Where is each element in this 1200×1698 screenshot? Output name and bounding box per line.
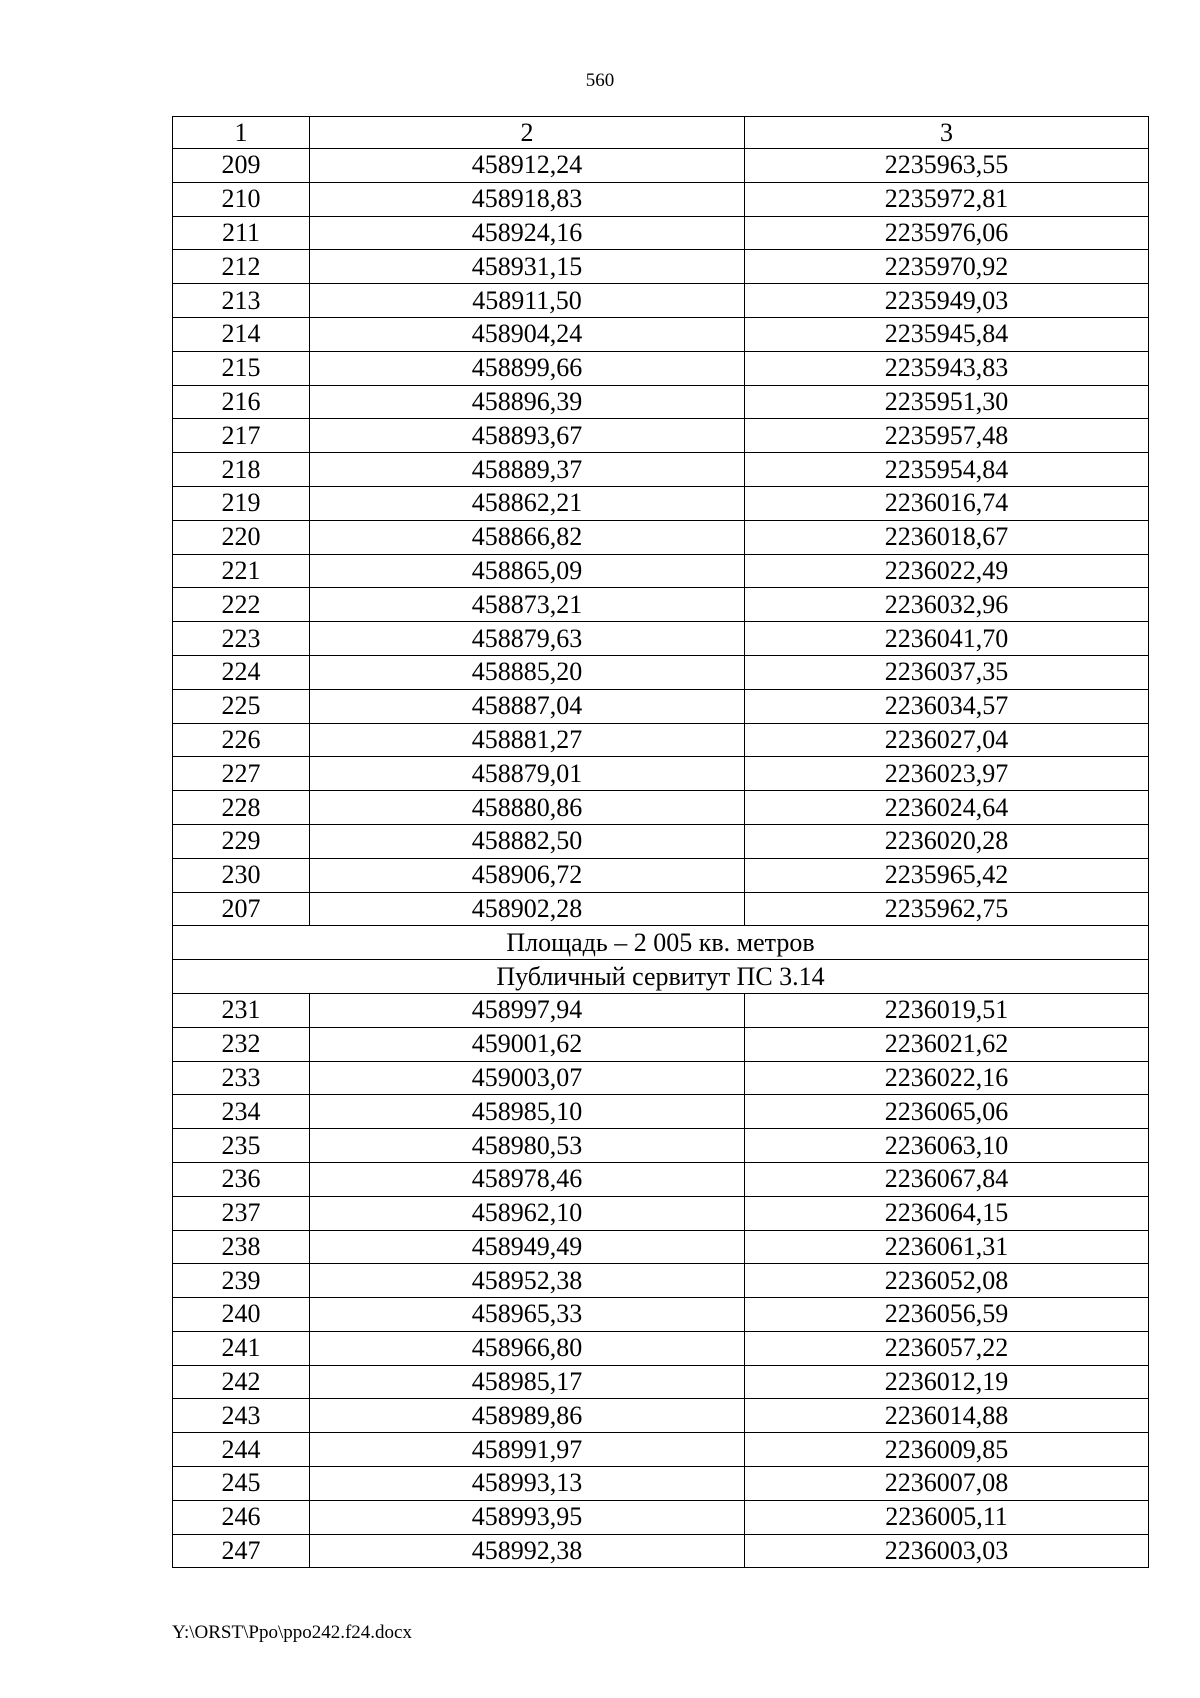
y-coordinate-cell: 2235945,84 bbox=[745, 317, 1149, 351]
y-coordinate-cell: 2235962,75 bbox=[745, 892, 1149, 926]
table-row bbox=[173, 149, 1149, 183]
page-number: 560 bbox=[585, 70, 615, 91]
x-coordinate-cell: 458865,09 bbox=[310, 554, 745, 588]
x-coordinate-cell: 458949,49 bbox=[310, 1230, 745, 1264]
coordinates-table bbox=[172, 116, 1149, 1568]
x-coordinate-cell: 458978,46 bbox=[310, 1162, 745, 1196]
table-row bbox=[173, 1162, 1149, 1196]
point-number-cell: 220 bbox=[173, 520, 310, 554]
point-number-cell: 239 bbox=[173, 1264, 310, 1298]
table-row bbox=[173, 622, 1149, 656]
x-coordinate-cell: 458924,16 bbox=[310, 216, 745, 250]
table-row bbox=[173, 284, 1149, 318]
y-coordinate-cell: 2235943,83 bbox=[745, 351, 1149, 385]
y-coordinate-cell: 2236005,11 bbox=[745, 1500, 1149, 1534]
y-coordinate-cell: 2236032,96 bbox=[745, 588, 1149, 622]
x-coordinate-cell: 458985,10 bbox=[310, 1095, 745, 1129]
x-coordinate-cell: 458952,38 bbox=[310, 1264, 745, 1298]
table-row bbox=[173, 824, 1149, 858]
point-number-cell: 231 bbox=[173, 993, 310, 1027]
x-coordinate-cell: 458904,24 bbox=[310, 317, 745, 351]
y-coordinate-cell: 2235954,84 bbox=[745, 453, 1149, 487]
y-coordinate-cell: 2236024,64 bbox=[745, 791, 1149, 825]
header-cell-y: 3 bbox=[745, 117, 1149, 149]
x-coordinate-cell: 458899,66 bbox=[310, 351, 745, 385]
table-row bbox=[173, 520, 1149, 554]
table-row bbox=[173, 1365, 1149, 1399]
point-number-cell: 216 bbox=[173, 385, 310, 419]
point-number-cell: 232 bbox=[173, 1027, 310, 1061]
point-number-cell: 224 bbox=[173, 655, 310, 689]
x-coordinate-cell: 458912,24 bbox=[310, 149, 745, 183]
point-number-cell: 226 bbox=[173, 723, 310, 757]
y-coordinate-cell: 2235970,92 bbox=[745, 250, 1149, 284]
table-row bbox=[173, 182, 1149, 216]
point-number-cell: 207 bbox=[173, 892, 310, 926]
table-row bbox=[173, 1129, 1149, 1163]
y-coordinate-cell: 2236007,08 bbox=[745, 1467, 1149, 1501]
table-row bbox=[173, 453, 1149, 487]
table-row bbox=[173, 486, 1149, 520]
y-coordinate-cell: 2236034,57 bbox=[745, 689, 1149, 723]
y-coordinate-cell: 2236020,28 bbox=[745, 824, 1149, 858]
table-row bbox=[173, 419, 1149, 453]
point-number-cell: 240 bbox=[173, 1298, 310, 1332]
y-coordinate-cell: 2236027,04 bbox=[745, 723, 1149, 757]
y-coordinate-cell: 2236052,08 bbox=[745, 1264, 1149, 1298]
point-number-cell: 246 bbox=[173, 1500, 310, 1534]
table-row bbox=[173, 351, 1149, 385]
x-coordinate-cell: 458879,01 bbox=[310, 757, 745, 791]
x-coordinate-cell: 458862,21 bbox=[310, 486, 745, 520]
x-coordinate-cell: 458881,27 bbox=[310, 723, 745, 757]
section-title-row bbox=[173, 960, 1149, 994]
header-cell-point: 1 bbox=[173, 117, 310, 149]
y-coordinate-cell: 2236056,59 bbox=[745, 1298, 1149, 1332]
point-number-cell: 210 bbox=[173, 182, 310, 216]
table-row bbox=[173, 554, 1149, 588]
table-row bbox=[173, 1399, 1149, 1433]
point-number-cell: 209 bbox=[173, 149, 310, 183]
table-row bbox=[173, 216, 1149, 250]
x-coordinate-cell: 458997,94 bbox=[310, 993, 745, 1027]
y-coordinate-cell: 2236061,31 bbox=[745, 1230, 1149, 1264]
x-coordinate-cell: 458980,53 bbox=[310, 1129, 745, 1163]
table-row bbox=[173, 1095, 1149, 1129]
table-row bbox=[173, 588, 1149, 622]
y-coordinate-cell: 2236041,70 bbox=[745, 622, 1149, 656]
x-coordinate-cell: 458989,86 bbox=[310, 1399, 745, 1433]
x-coordinate-cell: 459003,07 bbox=[310, 1061, 745, 1095]
y-coordinate-cell: 2236018,67 bbox=[745, 520, 1149, 554]
point-number-cell: 247 bbox=[173, 1534, 310, 1568]
x-coordinate-cell: 458866,82 bbox=[310, 520, 745, 554]
area-summary: Площадь – 2 005 кв. метров bbox=[173, 926, 1149, 960]
point-number-cell: 237 bbox=[173, 1196, 310, 1230]
x-coordinate-cell: 458887,04 bbox=[310, 689, 745, 723]
table-row bbox=[173, 757, 1149, 791]
point-number-cell: 221 bbox=[173, 554, 310, 588]
y-coordinate-cell: 2236021,62 bbox=[745, 1027, 1149, 1061]
x-coordinate-cell: 458885,20 bbox=[310, 655, 745, 689]
point-number-cell: 235 bbox=[173, 1129, 310, 1163]
y-coordinate-cell: 2236019,51 bbox=[745, 993, 1149, 1027]
y-coordinate-cell: 2235949,03 bbox=[745, 284, 1149, 318]
table-row bbox=[173, 1534, 1149, 1568]
x-coordinate-cell: 458991,97 bbox=[310, 1433, 745, 1467]
point-number-cell: 214 bbox=[173, 317, 310, 351]
table-row bbox=[173, 1061, 1149, 1095]
y-coordinate-cell: 2236023,97 bbox=[745, 757, 1149, 791]
table-row bbox=[173, 1331, 1149, 1365]
table-row bbox=[173, 250, 1149, 284]
table-row bbox=[173, 1230, 1149, 1264]
point-number-cell: 233 bbox=[173, 1061, 310, 1095]
table-row bbox=[173, 1264, 1149, 1298]
y-coordinate-cell: 2236067,84 bbox=[745, 1162, 1149, 1196]
y-coordinate-cell: 2236063,10 bbox=[745, 1129, 1149, 1163]
table-row bbox=[173, 1027, 1149, 1061]
x-coordinate-cell: 458893,67 bbox=[310, 419, 745, 453]
point-number-cell: 213 bbox=[173, 284, 310, 318]
x-coordinate-cell: 458911,50 bbox=[310, 284, 745, 318]
x-coordinate-cell: 458962,10 bbox=[310, 1196, 745, 1230]
y-coordinate-cell: 2236037,35 bbox=[745, 655, 1149, 689]
x-coordinate-cell: 458931,15 bbox=[310, 250, 745, 284]
point-number-cell: 238 bbox=[173, 1230, 310, 1264]
y-coordinate-cell: 2235972,81 bbox=[745, 182, 1149, 216]
point-number-cell: 243 bbox=[173, 1399, 310, 1433]
x-coordinate-cell: 458966,80 bbox=[310, 1331, 745, 1365]
y-coordinate-cell: 2235957,48 bbox=[745, 419, 1149, 453]
point-number-cell: 241 bbox=[173, 1331, 310, 1365]
table-row bbox=[173, 385, 1149, 419]
point-number-cell: 230 bbox=[173, 858, 310, 892]
table-row bbox=[173, 1467, 1149, 1501]
footer-file-path: Y:\ORST\Ppo\ppo242.f24.docx bbox=[172, 1622, 412, 1643]
point-number-cell: 234 bbox=[173, 1095, 310, 1129]
y-coordinate-cell: 2235963,55 bbox=[745, 149, 1149, 183]
point-number-cell: 236 bbox=[173, 1162, 310, 1196]
y-coordinate-cell: 2236003,03 bbox=[745, 1534, 1149, 1568]
point-number-cell: 211 bbox=[173, 216, 310, 250]
point-number-cell: 217 bbox=[173, 419, 310, 453]
x-coordinate-cell: 458902,28 bbox=[310, 892, 745, 926]
table-row bbox=[173, 1298, 1149, 1332]
y-coordinate-cell: 2236065,06 bbox=[745, 1095, 1149, 1129]
x-coordinate-cell: 458965,33 bbox=[310, 1298, 745, 1332]
x-coordinate-cell: 458993,13 bbox=[310, 1467, 745, 1501]
x-coordinate-cell: 458873,21 bbox=[310, 588, 745, 622]
x-coordinate-cell: 458985,17 bbox=[310, 1365, 745, 1399]
x-coordinate-cell: 459001,62 bbox=[310, 1027, 745, 1061]
point-number-cell: 227 bbox=[173, 757, 310, 791]
point-number-cell: 244 bbox=[173, 1433, 310, 1467]
point-number-cell: 223 bbox=[173, 622, 310, 656]
y-coordinate-cell: 2236022,16 bbox=[745, 1061, 1149, 1095]
table-row bbox=[173, 993, 1149, 1027]
y-coordinate-cell: 2235976,06 bbox=[745, 216, 1149, 250]
table-row bbox=[173, 1433, 1149, 1467]
x-coordinate-cell: 458906,72 bbox=[310, 858, 745, 892]
y-coordinate-cell: 2236012,19 bbox=[745, 1365, 1149, 1399]
point-number-cell: 212 bbox=[173, 250, 310, 284]
point-number-cell: 245 bbox=[173, 1467, 310, 1501]
table-row bbox=[173, 892, 1149, 926]
x-coordinate-cell: 458879,63 bbox=[310, 622, 745, 656]
y-coordinate-cell: 2235951,30 bbox=[745, 385, 1149, 419]
point-number-cell: 219 bbox=[173, 486, 310, 520]
table-row bbox=[173, 317, 1149, 351]
y-coordinate-cell: 2236064,15 bbox=[745, 1196, 1149, 1230]
point-number-cell: 215 bbox=[173, 351, 310, 385]
table-row bbox=[173, 1500, 1149, 1534]
x-coordinate-cell: 458918,83 bbox=[310, 182, 745, 216]
y-coordinate-cell: 2236022,49 bbox=[745, 554, 1149, 588]
point-number-cell: 229 bbox=[173, 824, 310, 858]
x-coordinate-cell: 458882,50 bbox=[310, 824, 745, 858]
table-row bbox=[173, 1196, 1149, 1230]
table-row bbox=[173, 723, 1149, 757]
point-number-cell: 222 bbox=[173, 588, 310, 622]
x-coordinate-cell: 458889,37 bbox=[310, 453, 745, 487]
area-summary-row bbox=[173, 926, 1149, 960]
point-number-cell: 228 bbox=[173, 791, 310, 825]
section-title: Публичный сервитут ПС 3.14 bbox=[173, 960, 1149, 994]
y-coordinate-cell: 2236009,85 bbox=[745, 1433, 1149, 1467]
header-cell-x: 2 bbox=[310, 117, 745, 149]
point-number-cell: 225 bbox=[173, 689, 310, 723]
table-row bbox=[173, 858, 1149, 892]
table-row bbox=[173, 689, 1149, 723]
y-coordinate-cell: 2235965,42 bbox=[745, 858, 1149, 892]
x-coordinate-cell: 458896,39 bbox=[310, 385, 745, 419]
y-coordinate-cell: 2236014,88 bbox=[745, 1399, 1149, 1433]
y-coordinate-cell: 2236057,22 bbox=[745, 1331, 1149, 1365]
table-row bbox=[173, 791, 1149, 825]
table-row bbox=[173, 655, 1149, 689]
point-number-cell: 218 bbox=[173, 453, 310, 487]
point-number-cell: 242 bbox=[173, 1365, 310, 1399]
x-coordinate-cell: 458880,86 bbox=[310, 791, 745, 825]
y-coordinate-cell: 2236016,74 bbox=[745, 486, 1149, 520]
table-header-row bbox=[173, 117, 1149, 149]
x-coordinate-cell: 458993,95 bbox=[310, 1500, 745, 1534]
x-coordinate-cell: 458992,38 bbox=[310, 1534, 745, 1568]
